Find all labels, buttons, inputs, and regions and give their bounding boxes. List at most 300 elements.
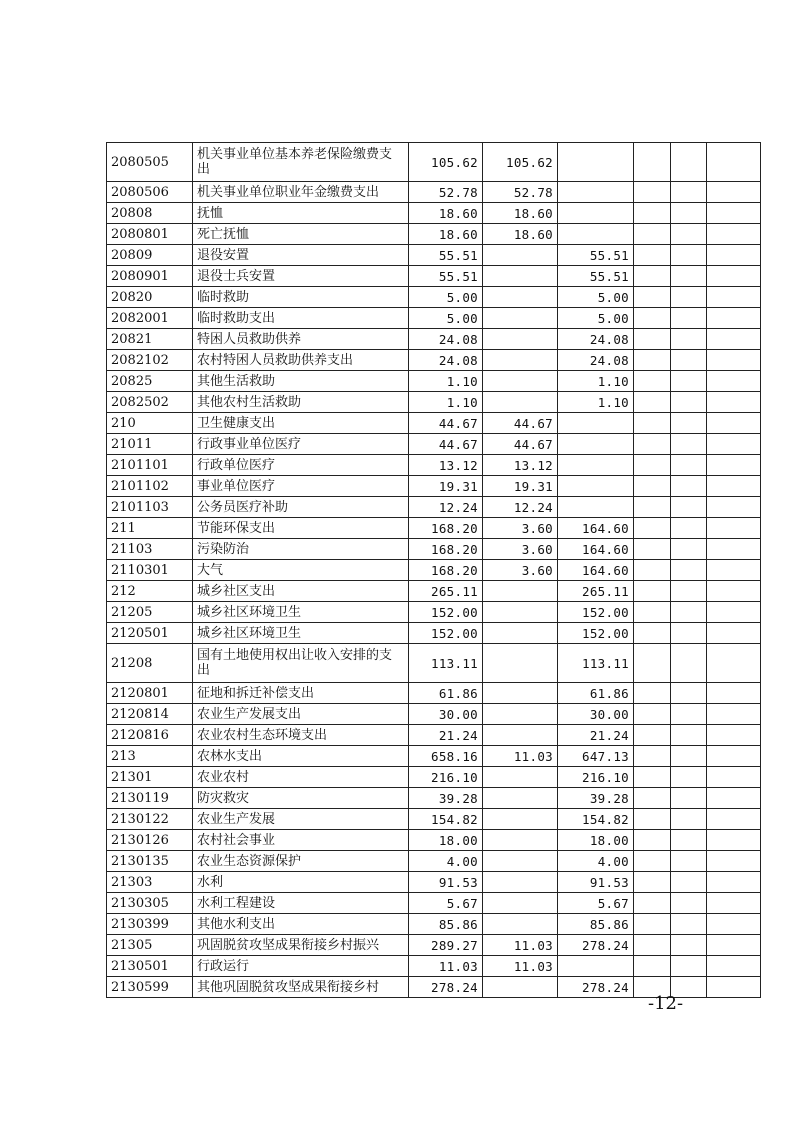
- budget-table: [106, 142, 761, 998]
- item-name-cell: 农村社会事业: [193, 830, 409, 851]
- empty-cell: [634, 329, 671, 350]
- item-name-cell: 死亡抚恤: [193, 224, 409, 245]
- table-row: [107, 455, 761, 476]
- total-cell: 168.20: [409, 518, 483, 539]
- table-row: [107, 539, 761, 560]
- total-cell: 39.28: [409, 788, 483, 809]
- table-row: [107, 203, 761, 224]
- code-cell: 21011: [107, 434, 193, 455]
- code-cell: 210: [107, 413, 193, 434]
- table-row: [107, 956, 761, 977]
- code-cell: 2130122: [107, 809, 193, 830]
- table-row: [107, 245, 761, 266]
- code-cell: 2120501: [107, 623, 193, 644]
- total-cell: 52.78: [409, 182, 483, 203]
- empty-cell: [634, 455, 671, 476]
- empty-cell: [634, 935, 671, 956]
- code-cell: 20809: [107, 245, 193, 266]
- empty-cell: [671, 935, 707, 956]
- empty-cell: [634, 497, 671, 518]
- empty-cell: [634, 392, 671, 413]
- total-cell: 1.10: [409, 371, 483, 392]
- table-row: [107, 683, 761, 704]
- table-row: [107, 329, 761, 350]
- empty-cell: [707, 476, 761, 497]
- project-expenditure-cell: 1.10: [558, 371, 634, 392]
- empty-cell: [707, 224, 761, 245]
- code-cell: 2101101: [107, 455, 193, 476]
- total-cell: 168.20: [409, 539, 483, 560]
- basic-expenditure-cell: [483, 809, 558, 830]
- basic-expenditure-cell: 11.03: [483, 746, 558, 767]
- empty-cell: [671, 392, 707, 413]
- empty-cell: [634, 581, 671, 602]
- empty-cell: [707, 872, 761, 893]
- project-expenditure-cell: 152.00: [558, 623, 634, 644]
- empty-cell: [707, 143, 761, 182]
- project-expenditure-cell: 164.60: [558, 539, 634, 560]
- basic-expenditure-cell: 11.03: [483, 956, 558, 977]
- basic-expenditure-cell: [483, 287, 558, 308]
- empty-cell: [634, 518, 671, 539]
- empty-cell: [707, 914, 761, 935]
- empty-cell: [634, 224, 671, 245]
- basic-expenditure-cell: [483, 872, 558, 893]
- total-cell: 18.60: [409, 203, 483, 224]
- item-name-cell: 机关事业单位职业年金缴费支出: [193, 182, 409, 203]
- total-cell: 85.86: [409, 914, 483, 935]
- table-row: [107, 851, 761, 872]
- empty-cell: [671, 704, 707, 725]
- total-cell: 5.00: [409, 287, 483, 308]
- total-cell: 5.00: [409, 308, 483, 329]
- empty-cell: [671, 182, 707, 203]
- empty-cell: [671, 914, 707, 935]
- empty-cell: [707, 977, 761, 998]
- page-number: -12-: [648, 993, 684, 1014]
- empty-cell: [634, 893, 671, 914]
- code-cell: 21208: [107, 644, 193, 683]
- empty-cell: [671, 581, 707, 602]
- total-cell: 168.20: [409, 560, 483, 581]
- code-cell: 2120816: [107, 725, 193, 746]
- code-cell: 21303: [107, 872, 193, 893]
- empty-cell: [671, 329, 707, 350]
- empty-cell: [671, 266, 707, 287]
- item-name-cell: 其他生活救助: [193, 371, 409, 392]
- project-expenditure-cell: 4.00: [558, 851, 634, 872]
- basic-expenditure-cell: 19.31: [483, 476, 558, 497]
- project-expenditure-cell: [558, 413, 634, 434]
- item-name-cell: 征地和拆迁补偿支出: [193, 683, 409, 704]
- code-cell: 2080506: [107, 182, 193, 203]
- table-body: [107, 143, 761, 998]
- empty-cell: [634, 830, 671, 851]
- total-cell: 289.27: [409, 935, 483, 956]
- item-name-cell: 其他农村生活救助: [193, 392, 409, 413]
- project-expenditure-cell: 39.28: [558, 788, 634, 809]
- empty-cell: [707, 830, 761, 851]
- empty-cell: [671, 371, 707, 392]
- empty-cell: [634, 308, 671, 329]
- empty-cell: [707, 434, 761, 455]
- empty-cell: [671, 893, 707, 914]
- project-expenditure-cell: 55.51: [558, 245, 634, 266]
- empty-cell: [634, 434, 671, 455]
- code-cell: 2120814: [107, 704, 193, 725]
- table-row: [107, 872, 761, 893]
- empty-cell: [707, 182, 761, 203]
- empty-cell: [671, 476, 707, 497]
- code-cell: 2110301: [107, 560, 193, 581]
- table-row: [107, 308, 761, 329]
- empty-cell: [634, 182, 671, 203]
- total-cell: 13.12: [409, 455, 483, 476]
- total-cell: 44.67: [409, 434, 483, 455]
- empty-cell: [707, 203, 761, 224]
- total-cell: 24.08: [409, 329, 483, 350]
- basic-expenditure-cell: [483, 725, 558, 746]
- code-cell: 2082001: [107, 308, 193, 329]
- basic-expenditure-cell: 13.12: [483, 455, 558, 476]
- code-cell: 2130599: [107, 977, 193, 998]
- total-cell: 152.00: [409, 623, 483, 644]
- code-cell: 20825: [107, 371, 193, 392]
- project-expenditure-cell: 30.00: [558, 704, 634, 725]
- project-expenditure-cell: 216.10: [558, 767, 634, 788]
- empty-cell: [707, 644, 761, 683]
- total-cell: 44.67: [409, 413, 483, 434]
- basic-expenditure-cell: [483, 245, 558, 266]
- project-expenditure-cell: [558, 203, 634, 224]
- table-row: [107, 788, 761, 809]
- empty-cell: [671, 644, 707, 683]
- empty-cell: [671, 224, 707, 245]
- empty-cell: [707, 809, 761, 830]
- item-name-cell: 其他巩固脱贫攻坚成果衔接乡村: [193, 977, 409, 998]
- total-cell: 19.31: [409, 476, 483, 497]
- basic-expenditure-cell: 3.60: [483, 518, 558, 539]
- empty-cell: [671, 746, 707, 767]
- empty-cell: [707, 371, 761, 392]
- item-name-cell: 退役士兵安置: [193, 266, 409, 287]
- basic-expenditure-cell: [483, 329, 558, 350]
- empty-cell: [707, 704, 761, 725]
- total-cell: 61.86: [409, 683, 483, 704]
- empty-cell: [707, 623, 761, 644]
- table-row: [107, 476, 761, 497]
- table-row: [107, 518, 761, 539]
- item-name-cell: 事业单位医疗: [193, 476, 409, 497]
- empty-cell: [707, 851, 761, 872]
- empty-cell: [707, 746, 761, 767]
- item-name-cell: 临时救助: [193, 287, 409, 308]
- project-expenditure-cell: [558, 476, 634, 497]
- project-expenditure-cell: [558, 497, 634, 518]
- total-cell: 4.00: [409, 851, 483, 872]
- empty-cell: [707, 539, 761, 560]
- empty-cell: [634, 746, 671, 767]
- item-name-cell: 节能环保支出: [193, 518, 409, 539]
- empty-cell: [671, 560, 707, 581]
- item-name-cell: 大气: [193, 560, 409, 581]
- item-name-cell: 公务员医疗补助: [193, 497, 409, 518]
- basic-expenditure-cell: [483, 683, 558, 704]
- table-row: [107, 350, 761, 371]
- empty-cell: [634, 287, 671, 308]
- empty-cell: [707, 956, 761, 977]
- empty-cell: [707, 518, 761, 539]
- project-expenditure-cell: [558, 455, 634, 476]
- total-cell: 154.82: [409, 809, 483, 830]
- basic-expenditure-cell: [483, 623, 558, 644]
- empty-cell: [707, 329, 761, 350]
- empty-cell: [634, 560, 671, 581]
- project-expenditure-cell: 5.00: [558, 287, 634, 308]
- empty-cell: [707, 893, 761, 914]
- code-cell: 2130305: [107, 893, 193, 914]
- empty-cell: [634, 809, 671, 830]
- empty-cell: [707, 935, 761, 956]
- empty-cell: [707, 788, 761, 809]
- empty-cell: [634, 203, 671, 224]
- code-cell: 21301: [107, 767, 193, 788]
- empty-cell: [707, 392, 761, 413]
- table-row: [107, 287, 761, 308]
- project-expenditure-cell: [558, 182, 634, 203]
- code-cell: 213: [107, 746, 193, 767]
- empty-cell: [671, 518, 707, 539]
- item-name-cell: 农村特困人员救助供养支出: [193, 350, 409, 371]
- empty-cell: [671, 830, 707, 851]
- code-cell: 20808: [107, 203, 193, 224]
- total-cell: 18.00: [409, 830, 483, 851]
- item-name-cell: 退役安置: [193, 245, 409, 266]
- item-name-cell: 行政事业单位医疗: [193, 434, 409, 455]
- item-name-cell: 特困人员救助供养: [193, 329, 409, 350]
- table-row: [107, 182, 761, 203]
- table-row: [107, 413, 761, 434]
- empty-cell: [634, 266, 671, 287]
- project-expenditure-cell: 164.60: [558, 560, 634, 581]
- total-cell: 265.11: [409, 581, 483, 602]
- basic-expenditure-cell: 3.60: [483, 560, 558, 581]
- code-cell: 2101102: [107, 476, 193, 497]
- empty-cell: [671, 350, 707, 371]
- code-cell: 2080505: [107, 143, 193, 182]
- empty-cell: [671, 539, 707, 560]
- total-cell: 12.24: [409, 497, 483, 518]
- project-expenditure-cell: 278.24: [558, 935, 634, 956]
- empty-cell: [671, 143, 707, 182]
- empty-cell: [707, 308, 761, 329]
- project-expenditure-cell: 24.08: [558, 350, 634, 371]
- project-expenditure-cell: 24.08: [558, 329, 634, 350]
- total-cell: 55.51: [409, 245, 483, 266]
- basic-expenditure-cell: [483, 602, 558, 623]
- empty-cell: [671, 434, 707, 455]
- empty-cell: [707, 581, 761, 602]
- basic-expenditure-cell: 18.60: [483, 203, 558, 224]
- basic-expenditure-cell: [483, 704, 558, 725]
- empty-cell: [671, 683, 707, 704]
- project-expenditure-cell: 1.10: [558, 392, 634, 413]
- table-row: [107, 623, 761, 644]
- project-expenditure-cell: 265.11: [558, 581, 634, 602]
- project-expenditure-cell: [558, 956, 634, 977]
- empty-cell: [707, 455, 761, 476]
- item-name-cell: 污染防治: [193, 539, 409, 560]
- empty-cell: [671, 455, 707, 476]
- code-cell: 2130135: [107, 851, 193, 872]
- total-cell: 18.60: [409, 224, 483, 245]
- empty-cell: [634, 851, 671, 872]
- empty-cell: [671, 809, 707, 830]
- code-cell: 2082102: [107, 350, 193, 371]
- empty-cell: [707, 683, 761, 704]
- code-cell: 2080801: [107, 224, 193, 245]
- basic-expenditure-cell: 3.60: [483, 539, 558, 560]
- code-cell: 2130126: [107, 830, 193, 851]
- item-name-cell: 机关事业单位基本养老保险缴费支出: [193, 143, 409, 182]
- empty-cell: [707, 350, 761, 371]
- empty-cell: [634, 767, 671, 788]
- code-cell: 2120801: [107, 683, 193, 704]
- item-name-cell: 行政单位医疗: [193, 455, 409, 476]
- basic-expenditure-cell: [483, 977, 558, 998]
- code-cell: 2130399: [107, 914, 193, 935]
- empty-cell: [634, 602, 671, 623]
- empty-cell: [634, 350, 671, 371]
- empty-cell: [634, 725, 671, 746]
- basic-expenditure-cell: 18.60: [483, 224, 558, 245]
- basic-expenditure-cell: 44.67: [483, 413, 558, 434]
- total-cell: 30.00: [409, 704, 483, 725]
- total-cell: 105.62: [409, 143, 483, 182]
- code-cell: 2130119: [107, 788, 193, 809]
- total-cell: 91.53: [409, 872, 483, 893]
- table-row: [107, 560, 761, 581]
- code-cell: 21205: [107, 602, 193, 623]
- project-expenditure-cell: 55.51: [558, 266, 634, 287]
- table-row: [107, 392, 761, 413]
- project-expenditure-cell: [558, 434, 634, 455]
- empty-cell: [634, 245, 671, 266]
- empty-cell: [634, 371, 671, 392]
- item-name-cell: 水利: [193, 872, 409, 893]
- empty-cell: [634, 704, 671, 725]
- empty-cell: [634, 956, 671, 977]
- empty-cell: [671, 725, 707, 746]
- table-row: [107, 767, 761, 788]
- table-row: [107, 725, 761, 746]
- item-name-cell: 国有土地使用权出让收入安排的支出: [193, 644, 409, 683]
- project-expenditure-cell: 278.24: [558, 977, 634, 998]
- code-cell: 2130501: [107, 956, 193, 977]
- basic-expenditure-cell: 44.67: [483, 434, 558, 455]
- item-name-cell: 农业农村: [193, 767, 409, 788]
- total-cell: 24.08: [409, 350, 483, 371]
- basic-expenditure-cell: [483, 266, 558, 287]
- table-row: [107, 266, 761, 287]
- project-expenditure-cell: 21.24: [558, 725, 634, 746]
- empty-cell: [671, 851, 707, 872]
- item-name-cell: 农业农村生态环境支出: [193, 725, 409, 746]
- empty-cell: [707, 497, 761, 518]
- table-row: [107, 809, 761, 830]
- item-name-cell: 临时救助支出: [193, 308, 409, 329]
- table-row: [107, 434, 761, 455]
- empty-cell: [707, 725, 761, 746]
- total-cell: 278.24: [409, 977, 483, 998]
- empty-cell: [634, 644, 671, 683]
- empty-cell: [707, 266, 761, 287]
- empty-cell: [634, 872, 671, 893]
- table-row: [107, 371, 761, 392]
- table-row: [107, 644, 761, 683]
- empty-cell: [671, 245, 707, 266]
- project-expenditure-cell: [558, 224, 634, 245]
- basic-expenditure-cell: 11.03: [483, 935, 558, 956]
- item-name-cell: 其他水利支出: [193, 914, 409, 935]
- empty-cell: [671, 956, 707, 977]
- basic-expenditure-cell: [483, 788, 558, 809]
- basic-expenditure-cell: [483, 308, 558, 329]
- project-expenditure-cell: 647.13: [558, 746, 634, 767]
- basic-expenditure-cell: [483, 851, 558, 872]
- basic-expenditure-cell: 12.24: [483, 497, 558, 518]
- empty-cell: [707, 560, 761, 581]
- code-cell: 211: [107, 518, 193, 539]
- empty-cell: [634, 413, 671, 434]
- item-name-cell: 城乡社区环境卫生: [193, 623, 409, 644]
- table-row: [107, 602, 761, 623]
- item-name-cell: 行政运行: [193, 956, 409, 977]
- code-cell: 21305: [107, 935, 193, 956]
- code-cell: 2101103: [107, 497, 193, 518]
- item-name-cell: 巩固脱贫攻坚成果衔接乡村振兴: [193, 935, 409, 956]
- project-expenditure-cell: [558, 143, 634, 182]
- empty-cell: [671, 287, 707, 308]
- empty-cell: [671, 308, 707, 329]
- total-cell: 21.24: [409, 725, 483, 746]
- code-cell: 21103: [107, 539, 193, 560]
- empty-cell: [671, 497, 707, 518]
- empty-cell: [634, 914, 671, 935]
- basic-expenditure-cell: [483, 830, 558, 851]
- project-expenditure-cell: 5.67: [558, 893, 634, 914]
- empty-cell: [671, 413, 707, 434]
- table-row: [107, 746, 761, 767]
- empty-cell: [634, 476, 671, 497]
- total-cell: 216.10: [409, 767, 483, 788]
- table-row: [107, 893, 761, 914]
- total-cell: 152.00: [409, 602, 483, 623]
- item-name-cell: 卫生健康支出: [193, 413, 409, 434]
- code-cell: 212: [107, 581, 193, 602]
- empty-cell: [671, 767, 707, 788]
- empty-cell: [707, 602, 761, 623]
- project-expenditure-cell: 5.00: [558, 308, 634, 329]
- total-cell: 5.67: [409, 893, 483, 914]
- project-expenditure-cell: 164.60: [558, 518, 634, 539]
- code-cell: 20821: [107, 329, 193, 350]
- table-row: [107, 143, 761, 182]
- item-name-cell: 抚恤: [193, 203, 409, 224]
- total-cell: 1.10: [409, 392, 483, 413]
- empty-cell: [634, 143, 671, 182]
- project-expenditure-cell: 91.53: [558, 872, 634, 893]
